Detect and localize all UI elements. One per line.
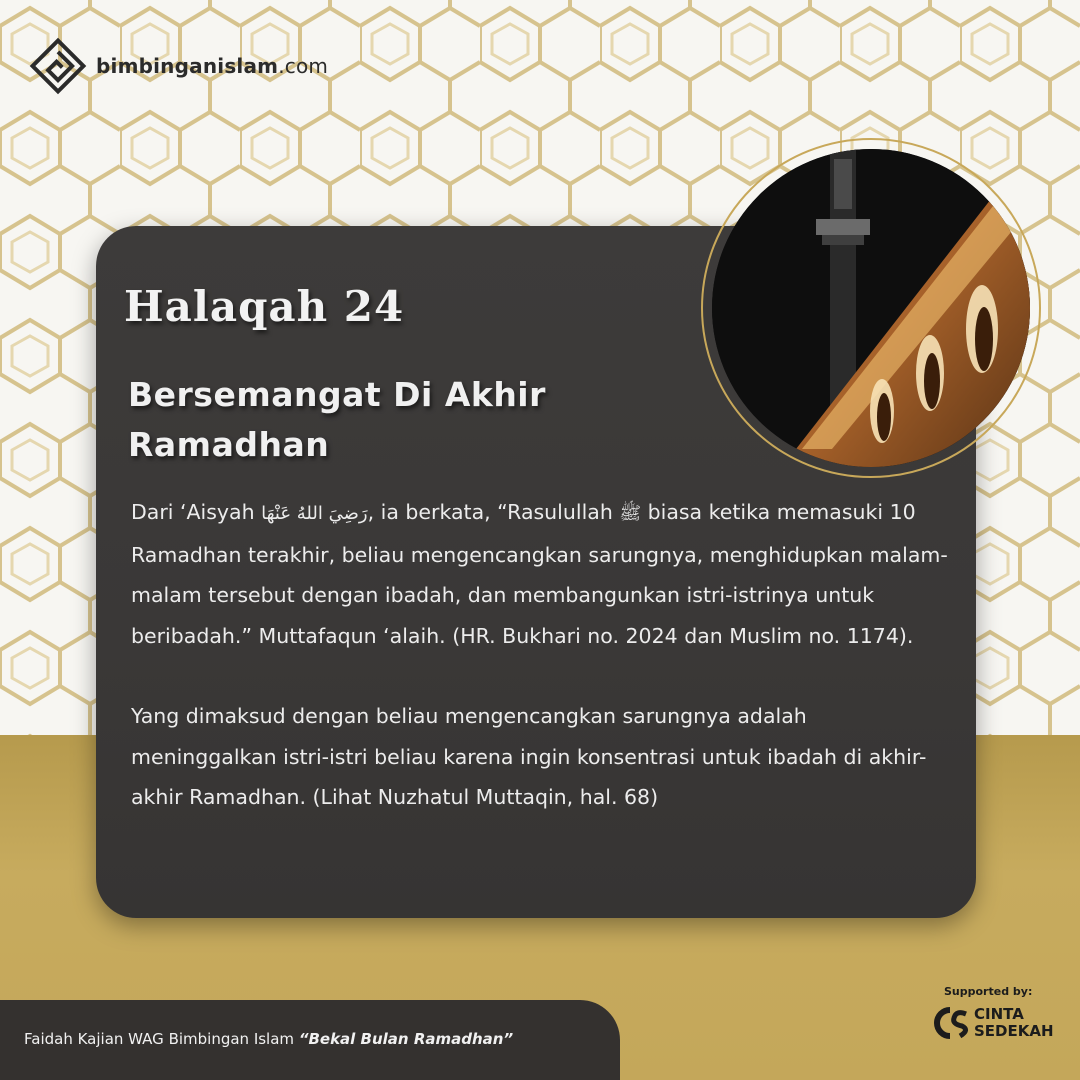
- mosque-night-photo: [712, 149, 1030, 467]
- brand-name: bimbinganislam.com: [96, 54, 329, 78]
- supported-by-label: Supported by:: [944, 985, 1033, 998]
- card-subtitle: Bersemangat Di Akhir Ramadhan: [128, 375, 546, 464]
- explanation-paragraph: Yang dimaksud dengan beliau mengencangkan sarungnya adalah meninggalkan istri-istri beliau karena ingin konsentrasi untuk ibadah di akhir-akhir Ramadhan. (Lihat Nuzhatul Muttaqin, hal. 68): [131, 704, 927, 809]
- sponsor-logo[interactable]: [930, 1004, 1054, 1042]
- sponsor-name: CINTA SEDEKAH: [974, 1005, 1054, 1040]
- honorific-radhiyallahu: رَضِيَ اللهُ عَنْهَا: [261, 503, 368, 524]
- brand-logo[interactable]: [28, 36, 328, 96]
- footer-text: Faidah Kajian WAG Bimbingan Islam “Bekal Bulan Ramadhan”: [24, 1030, 514, 1048]
- halaqah-title: Halaqah 24: [124, 282, 405, 331]
- hadith-paragraph: Dari ‘Aisyah رَضِيَ اللهُ عَنْهَا, ia berkata, “Rasulullah ﷺ biasa ketika memasuki 10 Ramadhan terakhir, beliau mengencangkan sarungnya, menghidupkan malam-malam tersebut dengan ibadah, dan membangunkan istri-istrinya untuk beribadah.” Muttafaqun ‘alaih. (HR. Bukhari no. 2024 dan Muslim no. 1174).: [131, 500, 948, 648]
- honorific-salawat: ﷺ: [619, 503, 642, 524]
- cs-logo-icon: [930, 1004, 970, 1042]
- card-body: [131, 492, 951, 818]
- square-kufic-logo-icon: [28, 36, 88, 96]
